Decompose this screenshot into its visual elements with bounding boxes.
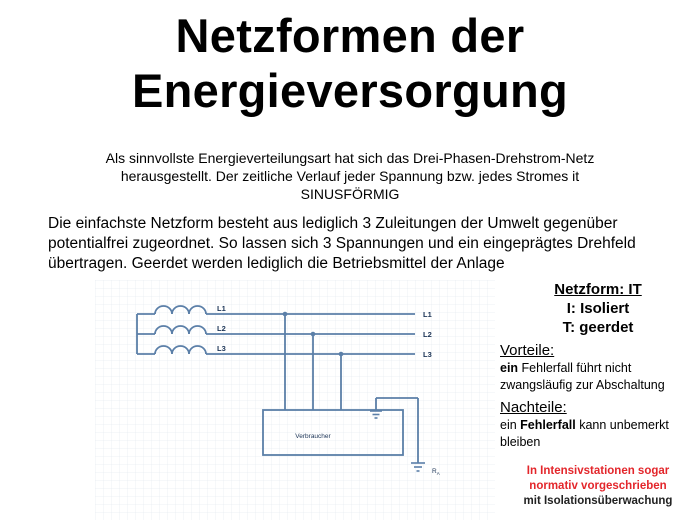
desc-line-1: Die einfachste Netzform besteht aus lediglich 3 Zuleitungen der Umwelt gegenüber [48, 215, 618, 232]
grounded-line: T: geerdet [562, 319, 634, 336]
desc-line-3: übertragen. Geerdet werden lediglich die Betriebsmittel der Anlage [48, 255, 505, 272]
network-type-heading [500, 280, 696, 337]
intro-line-3: SINUSFÖRMIG [300, 186, 400, 202]
advantages-bold: ein [500, 361, 519, 375]
disadvantages-label: Nachteile: [500, 399, 567, 416]
title-line-1: Netzformen der [175, 9, 525, 62]
coil-label-l2: L2 [217, 324, 226, 333]
disadvantages-rest: kann unbemerkt [575, 418, 669, 432]
junction-l1 [283, 312, 288, 317]
note-line-3: mit Isolationsüberwachung [523, 495, 673, 507]
resistor-label-main: R [432, 468, 437, 475]
network-type-title: Netzform: IT [554, 281, 642, 298]
advantages-label: Vorteile: [500, 342, 555, 359]
intro-line-2: herausgestellt. Der zeitliche Verlauf jeder Spannung bzw. jedes Stromes it [120, 168, 580, 184]
it-network-diagram [95, 280, 495, 520]
advantages-line-2: zwangsläufig zur Abschaltung [500, 378, 665, 392]
advantages-line-1 [500, 360, 696, 377]
diagram-grid [95, 280, 495, 520]
intro-paragraph [40, 149, 660, 203]
info-panel [500, 280, 696, 451]
junction-l3 [339, 352, 344, 357]
disadvantages-pre: ein [500, 418, 521, 432]
note-line-2: normativ vorgeschrieben [529, 480, 667, 492]
line-label-l3: L3 [423, 350, 432, 359]
disadvantages-line-2: bleiben [500, 435, 541, 449]
advantages-text [500, 360, 696, 394]
intensive-care-note [500, 464, 696, 509]
junction-l2 [311, 332, 316, 337]
note-line-1: In Intensivstationen sogar [526, 465, 670, 477]
coil-label-l1: L1 [217, 304, 226, 313]
title-line-2: Energieversorgung [131, 64, 569, 117]
coil-label-l3: L3 [217, 344, 226, 353]
slide-title [0, 8, 700, 118]
intro-line-1: Als sinnvollste Energieverteilungsart hat sich das Drei-Phasen-Drehstrom-Netz [105, 150, 595, 166]
isolated-line: I: Isoliert [566, 300, 630, 317]
line-label-l2: L2 [423, 330, 432, 339]
advantages-rest: Fehlerfall führt nicht [518, 361, 632, 375]
consumer-label: Verbraucher [295, 433, 331, 440]
disadvantages-line-1 [500, 417, 696, 434]
disadvantages-bold: Fehlerfall [520, 418, 576, 432]
disadvantages-text [500, 417, 696, 451]
desc-line-2: potentialfrei zugeordnet. So lassen sich 3 Spannungen und ein eingeprägtes Drehfeld [48, 235, 636, 252]
line-label-l1: L1 [423, 310, 432, 319]
resistor-label-sub: A [436, 471, 440, 476]
description-paragraph [48, 214, 678, 274]
